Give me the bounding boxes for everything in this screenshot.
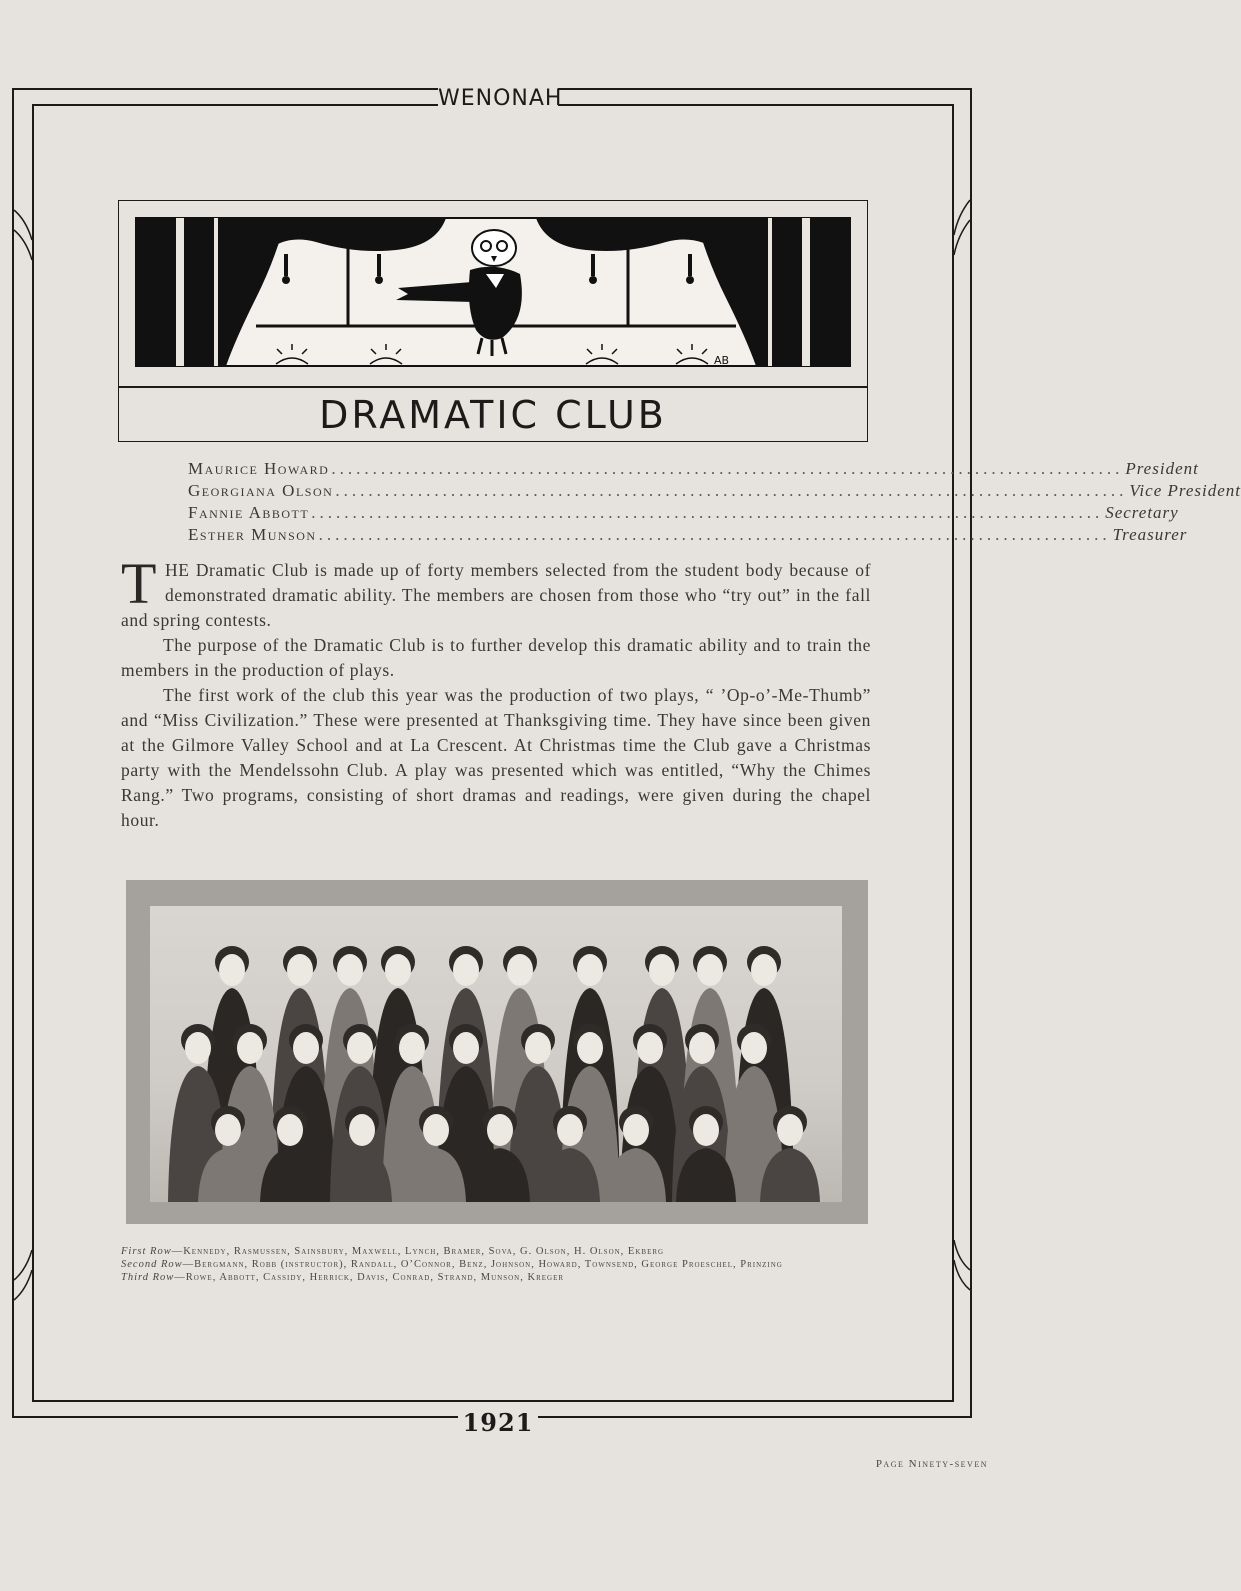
officer-name: Georgiana Olson bbox=[188, 481, 334, 500]
person-face bbox=[697, 954, 723, 986]
officer-name: Maurice Howard bbox=[188, 459, 330, 478]
person-face bbox=[219, 954, 245, 986]
officer-row bbox=[188, 524, 1188, 546]
group-photo-figures bbox=[150, 906, 842, 1202]
officer-name: Fannie Abbott bbox=[188, 503, 310, 522]
person-face bbox=[185, 1032, 211, 1064]
person-face bbox=[577, 954, 603, 986]
person-face bbox=[693, 1114, 719, 1146]
person-face bbox=[349, 1114, 375, 1146]
officer-role: President bbox=[1125, 459, 1199, 478]
officer-role: Treasurer bbox=[1112, 525, 1188, 544]
officers-list bbox=[188, 458, 1241, 546]
person-face bbox=[385, 954, 411, 986]
person-face bbox=[689, 1032, 715, 1064]
person-face bbox=[751, 954, 777, 986]
leader-dots: ................................................................................................ bbox=[311, 503, 1104, 522]
footer-year: 1921 bbox=[458, 1410, 538, 1436]
person-face bbox=[237, 1032, 263, 1064]
person-face bbox=[577, 1032, 603, 1064]
caption-row: Second Row—Bergmann, Robb (instructor), Randall, O’Connor, Benz, Johnson, Howard, Townsend, George Proeschel, Prinzing bbox=[121, 1259, 783, 1270]
person-face bbox=[487, 1114, 513, 1146]
leader-dots: ................................................................................................ bbox=[331, 459, 1124, 478]
person-face bbox=[453, 954, 479, 986]
person-face bbox=[277, 1114, 303, 1146]
officer-row bbox=[188, 480, 1241, 502]
artist-monogram: AB bbox=[714, 354, 730, 367]
person-face bbox=[557, 1114, 583, 1146]
person-face bbox=[287, 954, 313, 986]
photo-caption bbox=[121, 1245, 871, 1284]
person-face bbox=[777, 1114, 803, 1146]
person-face bbox=[741, 1032, 767, 1064]
person-face bbox=[623, 1114, 649, 1146]
caption-row: First Row—Kennedy, Rasmussen, Sainsbury, Maxwell, Lynch, Bramer, Sova, G. Olson, H. Olson, Ekberg bbox=[121, 1246, 665, 1257]
stage-curtain-illustration bbox=[136, 218, 850, 370]
caption-names: Rowe, Abbott, Cassidy, Herrick, Davis, Conrad, Strand, Munson, Kreger bbox=[185, 1272, 565, 1283]
person-face bbox=[399, 1032, 425, 1064]
drop-cap: T bbox=[121, 551, 158, 616]
article-body bbox=[121, 551, 871, 833]
leader-dots: ................................................................................................ bbox=[318, 525, 1111, 544]
page-number: Page Ninety-seven bbox=[875, 1458, 988, 1470]
person-face bbox=[293, 1032, 319, 1064]
caption-row-label: Second Row bbox=[121, 1259, 183, 1270]
officer-row bbox=[188, 458, 1199, 480]
article-paragraph: The purpose of the Dramatic Club is to further develop this dramatic ability and to train the members in the production of plays. bbox=[121, 635, 871, 680]
article-paragraph: The first work of the club this year was the production of two plays, “ ’Op-o’-Me-Thumb” and “Miss Civilization.” These were presented at Thanksgiving time. They have since been given at the Gilmore Valley School and at La Crescent. At Christmas time the Club gave a Christmas party with the Mendelssohn Club. A play was presented which was entitled, “Why the Chimes Rang.” Two programs, consisting of short dramas and readings, were given during the chapel hour. bbox=[121, 685, 871, 830]
page-title: DRAMATIC CLUB bbox=[319, 393, 667, 437]
caption-row-label: First Row bbox=[121, 1246, 172, 1257]
person-face bbox=[423, 1114, 449, 1146]
person-face bbox=[637, 1032, 663, 1064]
person-face bbox=[649, 954, 675, 986]
caption-row: Third Row—Rowe, Abbott, Cassidy, Herrick, Davis, Conrad, Strand, Munson, Kreger bbox=[121, 1272, 565, 1283]
banner-divider bbox=[118, 386, 868, 388]
officer-row bbox=[188, 502, 1179, 524]
article-paragraph bbox=[121, 551, 871, 633]
officer-role: Vice President bbox=[1129, 481, 1241, 500]
group-photograph bbox=[150, 906, 842, 1202]
person-face bbox=[525, 1032, 551, 1064]
caption-names: Bergmann, Robb (instructor), Randall, O’Connor, Benz, Johnson, Howard, Townsend, George Proeschel, Prinzing bbox=[194, 1259, 783, 1270]
person-face bbox=[453, 1032, 479, 1064]
leader-dots: ................................................................................................ bbox=[335, 481, 1128, 500]
person-face bbox=[347, 1032, 373, 1064]
person-face bbox=[507, 954, 533, 986]
officer-role: Secretary bbox=[1105, 503, 1179, 522]
running-header-title: WENONAH bbox=[438, 86, 563, 111]
caption-row-label: Third Row bbox=[121, 1272, 175, 1283]
officer-name: Esther Munson bbox=[188, 525, 317, 544]
person-face bbox=[337, 954, 363, 986]
caption-names: Kennedy, Rasmussen, Sainsbury, Maxwell, Lynch, Bramer, Sova, G. Olson, H. Olson, Ekberg bbox=[183, 1246, 665, 1257]
paragraph-text: HE Dramatic Club is made up of forty members selected from the student body because of demonstrated dramatic ability. The members are chosen from those who “try out” in the fall and spring contests. bbox=[121, 560, 871, 630]
person-face bbox=[215, 1114, 241, 1146]
